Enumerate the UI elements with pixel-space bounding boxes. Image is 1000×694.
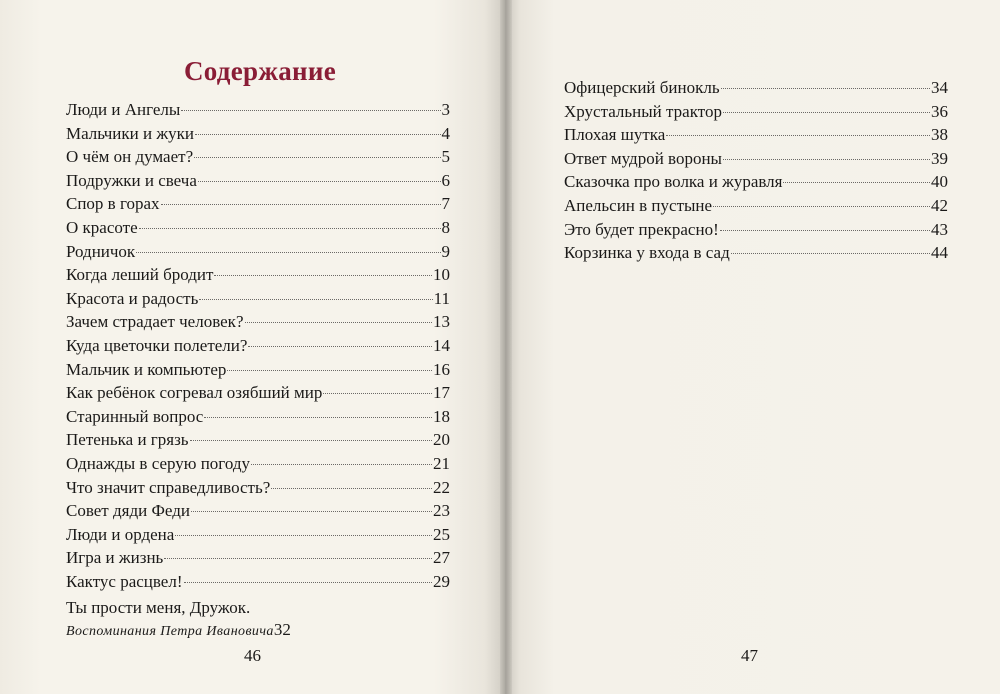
dot-leader <box>666 135 930 136</box>
toc-entry-page: 40 <box>931 172 948 192</box>
toc-entry-title: Кактус расцвел! <box>66 571 183 591</box>
toc-entry-page: 32 <box>273 620 291 640</box>
toc-entry <box>66 310 450 334</box>
toc-entry-title: Апельсин в пустыне <box>564 195 713 215</box>
toc-entry-page: 4 <box>441 123 450 143</box>
toc-entry-page: 22 <box>433 477 450 497</box>
toc-entry-subtitle: Воспоминания Петра Ивановича <box>66 624 274 640</box>
toc-entry <box>66 381 450 405</box>
toc-entry-page: 17 <box>433 383 450 403</box>
toc-entry-page: 14 <box>433 335 450 355</box>
toc-entry <box>564 100 948 124</box>
dot-leader <box>198 181 441 182</box>
toc-entry <box>564 147 948 171</box>
toc-entry <box>66 98 450 122</box>
toc-entry-page: 27 <box>433 548 450 568</box>
toc-entry-page: 44 <box>931 243 948 263</box>
toc-entry-title: Спор в горах <box>66 194 160 214</box>
toc-entry <box>66 546 450 570</box>
toc-entry-title: Подружки и свеча <box>66 170 197 190</box>
toc-entry-title: Корзинка у входа в сад <box>564 243 730 263</box>
book-gutter <box>500 0 512 694</box>
toc-entry-page: 25 <box>433 524 450 544</box>
toc-entry-title: Ты прости меня, Дружок. <box>66 598 251 618</box>
toc-entry-page: 10 <box>433 265 450 285</box>
dot-leader <box>190 440 432 441</box>
toc-entry-page: 43 <box>931 219 948 239</box>
toc-entry-page: 16 <box>433 359 450 379</box>
dot-leader <box>136 252 440 253</box>
dot-leader <box>214 275 432 276</box>
toc-entry-page: 39 <box>931 148 948 168</box>
dot-leader <box>323 393 432 394</box>
toc-entry-title: Зачем страдает человек? <box>66 312 244 332</box>
toc-entry-title: Как ребёнок согревал озябший мир <box>66 383 323 403</box>
toc-entry-title: Когда леший бродит <box>66 265 214 285</box>
dot-leader <box>194 157 440 158</box>
toc-entry-title: О красоте <box>66 217 138 237</box>
toc-entry-title: Сказочка про волка и журавля <box>564 172 783 192</box>
toc-entry-page: 6 <box>441 170 450 190</box>
toc-list-left <box>66 98 450 641</box>
toc-entry <box>66 405 450 429</box>
dot-leader <box>720 230 930 231</box>
dot-leader <box>139 228 441 229</box>
dot-leader <box>161 204 441 205</box>
toc-entry-title: Хрустальный трактор <box>564 101 722 121</box>
toc-entry-title: Что значит справедливость? <box>66 477 271 497</box>
toc-entry-page: 3 <box>441 100 450 119</box>
toc-entry <box>564 170 948 194</box>
dot-leader <box>251 464 432 465</box>
toc-entry-page: 7 <box>441 194 450 214</box>
toc-entry-page: 38 <box>931 125 948 145</box>
dot-leader <box>723 159 930 160</box>
dot-leader <box>199 299 432 300</box>
toc-entry-title: Однажды в серую погоду <box>66 453 251 473</box>
toc-list-right <box>564 76 948 265</box>
toc-entry <box>66 240 450 264</box>
toc-entry <box>66 476 450 500</box>
toc-entry-title: Это будет прекрасно! <box>564 219 719 239</box>
toc-entry <box>564 194 948 218</box>
toc-entry <box>66 570 450 594</box>
toc-entry <box>66 358 450 382</box>
toc-entry <box>564 76 948 100</box>
toc-entry <box>66 428 450 452</box>
toc-entry <box>66 523 450 547</box>
toc-entry-title: Люди и ордена <box>66 524 175 544</box>
toc-entry-title: Петенька и грязь <box>66 430 189 450</box>
toc-entry-page: 29 <box>433 571 450 591</box>
toc-entry-title: Офицерский бинокль <box>564 78 720 97</box>
toc-entry <box>564 123 948 147</box>
toc-entry <box>66 169 450 193</box>
dot-leader <box>713 206 930 207</box>
dot-leader <box>195 134 441 135</box>
dot-leader <box>271 488 432 489</box>
toc-entry <box>66 192 450 216</box>
dot-leader <box>191 511 432 512</box>
toc-entry-page: 23 <box>433 501 450 521</box>
toc-entry-page: 21 <box>433 453 450 473</box>
toc-entry <box>66 287 450 311</box>
toc-entry-title: Люди и Ангелы <box>66 100 181 119</box>
toc-entry <box>66 216 450 240</box>
toc-entry <box>564 241 948 265</box>
toc-entry-title: Игра и жизнь <box>66 548 164 568</box>
page-number: 47 <box>741 646 758 665</box>
toc-entry-page: 20 <box>433 430 450 450</box>
toc-entry <box>66 499 450 523</box>
dot-leader <box>731 253 930 254</box>
toc-entry-title: Ответ мудрой вороны <box>564 148 722 168</box>
toc-entry-page: 42 <box>931 195 948 215</box>
toc-entry-title: Мальчик и компьютер <box>66 359 227 379</box>
toc-entry-page: 11 <box>433 288 450 308</box>
toc-entry <box>66 334 450 358</box>
toc-entry-title: Старинный вопрос <box>66 406 204 426</box>
toc-entry-title: Красота и радость <box>66 288 199 308</box>
dot-leader <box>723 112 930 113</box>
toc-entry-title: Родничок <box>66 241 136 261</box>
toc-entry <box>66 263 450 287</box>
toc-entry-title: Плохая шутка <box>564 125 666 145</box>
contents-title: Содержание <box>183 56 337 86</box>
dot-leader <box>175 535 432 536</box>
toc-entry-title: Куда цветочки полетели? <box>66 335 248 355</box>
dot-leader <box>181 110 440 111</box>
dot-leader <box>721 88 930 89</box>
dot-leader <box>248 346 432 347</box>
toc-entry-page: 9 <box>441 241 450 261</box>
toc-entry-page: 5 <box>441 147 450 167</box>
toc-entry <box>66 452 450 476</box>
dot-leader <box>783 182 930 183</box>
dot-leader <box>204 417 432 418</box>
toc-entry-page: 36 <box>931 101 948 121</box>
toc-entry-page: 8 <box>441 217 450 237</box>
toc-entry <box>564 218 948 242</box>
toc-entry-title: Совет дяди Феди <box>66 501 190 521</box>
toc-entry <box>66 145 450 169</box>
toc-entry-subtitle-row <box>66 619 450 641</box>
toc-entry-page: 13 <box>433 312 450 332</box>
dot-leader <box>184 582 432 583</box>
dot-leader <box>245 322 433 323</box>
dot-leader <box>227 370 432 371</box>
toc-entry-title: Мальчики и жуки <box>66 123 194 143</box>
toc-entry-page: 34 <box>931 78 948 97</box>
toc-entry-multiline <box>66 597 450 641</box>
toc-entry-title: О чём он думает? <box>66 147 194 167</box>
dot-leader <box>164 558 432 559</box>
toc-entry <box>66 122 450 146</box>
toc-entry-page: 18 <box>433 406 450 426</box>
page-number: 46 <box>244 646 261 665</box>
